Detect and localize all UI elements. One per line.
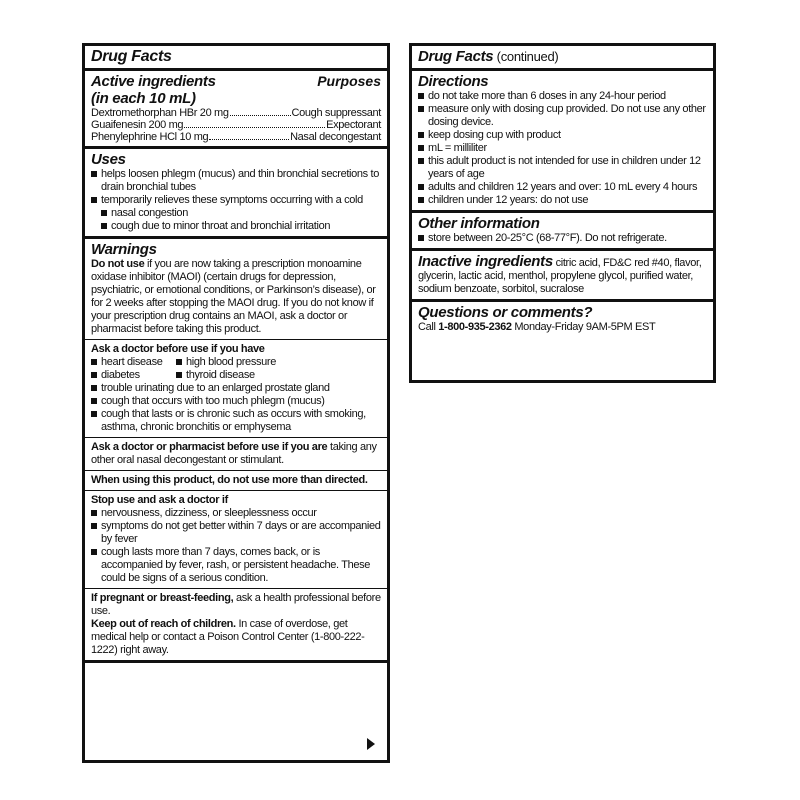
directions-heading: Directions <box>418 73 489 90</box>
stop-item: nervousness, dizziness, or sleeplessness occur <box>91 507 381 520</box>
inactive-ingredients-heading: Inactive ingredients <box>418 253 553 270</box>
continued-note: (continued) <box>493 49 559 64</box>
condition-item: trouble urinating due to an enlarged prostate gland <box>91 382 381 395</box>
stop-use-block <box>85 490 387 585</box>
uses-item: helps loosen phlegm (mucus) and thin bronchial secretions to drain bronchial tubes <box>91 168 381 194</box>
pregnancy-block <box>85 588 387 657</box>
leader-dots <box>184 127 325 128</box>
drug-facts-header-section <box>85 46 387 71</box>
direction-item: do not take more than 6 doses in any 24-hour period <box>418 90 707 103</box>
active-ingredients-heading: Active ingredients <box>91 73 216 90</box>
condition-item: high blood pressure <box>176 356 276 369</box>
inactive-ingredients-text: citric acid, FD&C red #40, flavor, glycerin, lactic acid, menthol, propylene glycol, purified water, sodium benzoate, sorbitol, sucralose <box>418 257 702 295</box>
uses-section <box>85 149 387 239</box>
ingredient-purpose: Expectorant <box>326 119 381 131</box>
questions-section: Questions or comments? Call 1-800-935-2362 Monday-Friday 9AM-5PM EST <box>412 302 713 337</box>
direction-item: mL = milliliter <box>418 142 707 155</box>
do-not-use-paragraph: Do not use if you are now taking a prescription monoamine oxidase inhibitor (MAOI) (certain drugs for depression, psychiatric, or emotional conditions, or Parkinson’s disease), or for 2 weeks after stopping the MAOI drug. If you do not know if your prescription drug contains an MAOI, ask a doctor or pharmacist before taking this product. <box>91 258 376 335</box>
direction-item: adults and children 12 years and over: 10 mL every 4 hours <box>418 181 707 194</box>
direction-item: keep dosing cup with product <box>418 129 707 142</box>
inactive-ingredients-section <box>412 251 713 302</box>
drug-facts-continued-header <box>412 46 713 71</box>
condition-item: heart disease <box>91 356 176 369</box>
ingredient-row <box>91 107 381 119</box>
ingredient-row <box>91 131 381 143</box>
uses-subitem: cough due to minor throat and bronchial irritation <box>101 220 381 233</box>
ask-doctor-heading: Ask a doctor before use if you have <box>91 343 265 355</box>
other-information-heading: Other information <box>418 215 540 232</box>
condition-item: diabetes <box>91 369 176 382</box>
direction-item: this adult product is not intended for use in children under 12 years of age <box>418 155 707 181</box>
leader-dots <box>230 115 291 116</box>
ingredient-row <box>91 119 381 131</box>
ask-pharmacist-block: Ask a doctor or pharmacist before use if you are taking any other oral nasal decongestant or stimulant. <box>85 437 387 467</box>
keep-out-text: Keep out of reach of children. In case of overdose, get medical help or contact a Poison Control Center (1-800-222-1222) right away. <box>91 618 365 656</box>
warnings-heading: Warnings <box>91 241 157 258</box>
ask-doctor-block <box>85 339 387 434</box>
leader-dots <box>209 139 289 140</box>
questions-heading: Questions or comments? <box>418 304 593 321</box>
warnings-section <box>85 239 387 663</box>
drug-facts-title: Drug Facts <box>91 48 172 65</box>
uses-subitem: nasal congestion <box>101 207 381 220</box>
condition-item: cough that occurs with too much phlegm (mucus) <box>91 395 381 408</box>
ingredient-purpose: Cough suppressant <box>291 107 381 119</box>
drug-facts-title: Drug Facts <box>418 48 494 65</box>
stop-item: cough lasts more than 7 days, comes back, or is accompanied by fever, rash, or persistent headache. These could be signs of a serious condition. <box>91 546 381 585</box>
drug-facts-panel-left <box>82 43 390 763</box>
active-ingredients-subheading: (in each 10 mL) <box>91 90 196 107</box>
stop-use-heading: Stop use and ask a doctor if <box>91 494 228 506</box>
ingredient-purpose: Nasal decongestant <box>290 131 381 143</box>
uses-item: temporarily relieves these symptoms occurring with a cold <box>91 194 381 207</box>
ingredient-name: Dextromethorphan HBr 20 mg <box>91 107 229 119</box>
active-ingredients-section <box>85 71 387 149</box>
when-using-block: When using this product, do not use more than directed. <box>85 470 387 487</box>
uses-heading: Uses <box>91 151 126 168</box>
arrow-right-icon <box>367 738 375 750</box>
directions-section <box>412 71 713 213</box>
direction-item: measure only with dosing cup provided. Do not use any other dosing device. <box>418 103 707 129</box>
other-information-item: store between 20-25°C (68-77°F). Do not refrigerate. <box>418 232 707 245</box>
direction-item: children under 12 years: do not use <box>418 194 707 207</box>
condition-item: thyroid disease <box>176 369 255 382</box>
ingredient-name: Guaifenesin 200 mg <box>91 119 184 131</box>
phone-number: 1-800-935-2362 <box>438 321 512 333</box>
other-information-section <box>412 213 713 251</box>
stop-item: symptoms do not get better within 7 days or are accompanied by fever <box>91 520 381 546</box>
drug-facts-panel-right <box>409 43 716 383</box>
pregnancy-text: If pregnant or breast-feeding, ask a health professional before use. <box>91 592 381 617</box>
ingredient-name: Phenylephrine HCl 10 mg <box>91 131 209 143</box>
purposes-heading: Purposes <box>317 73 381 89</box>
condition-item: cough that lasts or is chronic such as occurs with smoking, asthma, chronic bronchitis or emphysema <box>91 408 381 434</box>
